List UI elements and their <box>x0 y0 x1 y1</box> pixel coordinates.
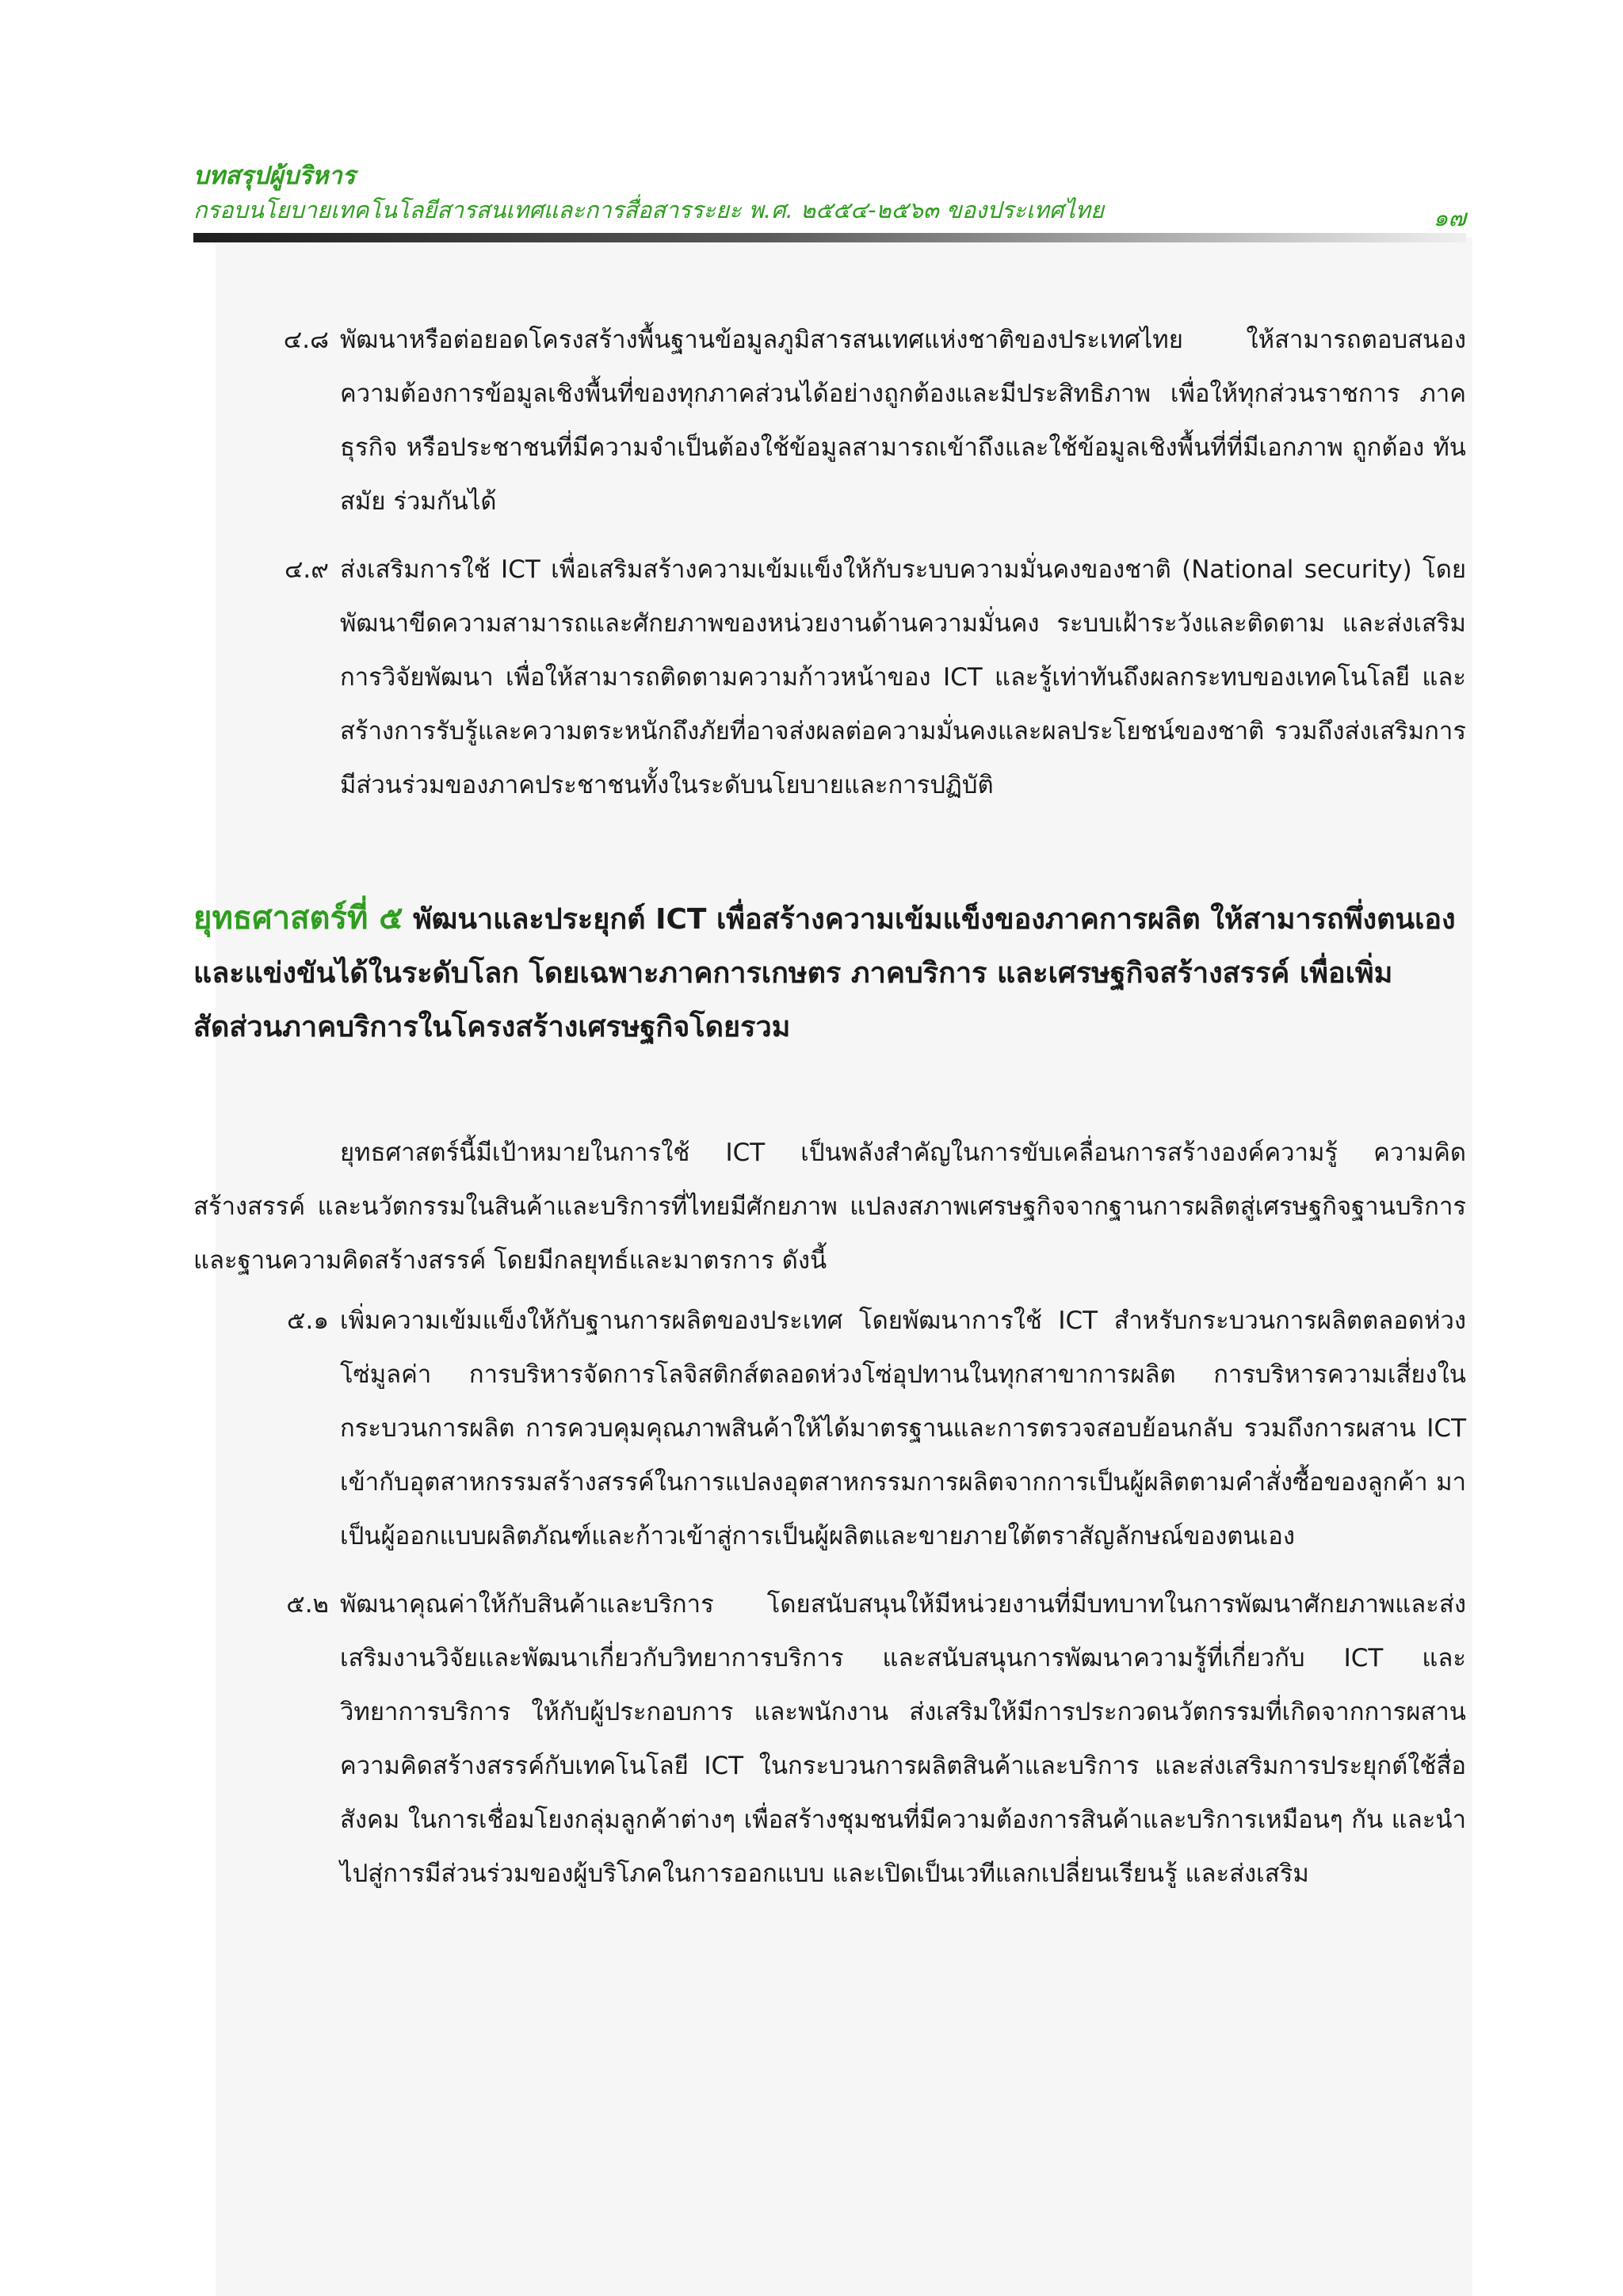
strategy-heading <box>193 891 1466 1055</box>
list-item-5-2 <box>193 1577 1466 1901</box>
intro-paragraph: ยุทธศาสตร์นี้มีเป้าหมายในการใช้ ICT เป็นพลังสำคัญในการขับเคลื่อนการสร้างองค์ความรู้ ความคิดสร้างสรรค์ และนวัตกรรมในสินค้าและบริการที่ไทยมีศักยภาพ แปลงสภาพเศรษฐกิจจากฐานการผลิตสู่เศรษฐกิจฐานบริการและฐานความคิดสร้างสรรค์ โดยมีกลยุทธ์และมาตรการ ดังนี้ <box>193 1138 1466 1275</box>
strategy-label: ยุทธศาสตร์ที่ ๕ <box>193 900 403 936</box>
item-text: ส่งเสริมการใช้ ICT เพื่อเสริมสร้างความเข้มแข็งให้กับระบบความมั่นคงของชาติ (National security) โดยพัฒนาขีดความสามารถและศักยภาพของหน่วยงานด้านความมั่นคง ระบบเฝ้าระวังและติดตาม และส่งเสริมการวิจัยพัฒนา เพื่อให้สามารถติดตามความก้าวหน้าของ ICT และรู้เท่าทันถึงผลกระทบของเทคโนโลยี และสร้างการรับรู้และความตระหนักถึงภัยที่อาจส่งผลต่อความมั่นคงและผลประโยชน์ของชาติ รวมถึงส่งเสริมการมีส่วนร่วมของภาคประชาชนทั้งในระดับนโยบายและการปฏิบัติ <box>340 555 1466 799</box>
page-number: ๑๗ <box>1433 204 1466 232</box>
list-item-5-1 <box>193 1294 1466 1563</box>
item-text: พัฒนาคุณค่าให้กับสินค้าและบริการ โดยสนับสนุนให้มีหน่วยงานที่มีบทบาทในการพัฒนาศักยภาพและส่งเสริมงานวิจัยและพัฒนาเกี่ยวกับวิทยาการบริการ และสนับสนุนการพัฒนาความรู้ที่เกี่ยวกับ ICT และวิทยาการบริการ ให้กับผู้ประกอบการ และพนักงาน ส่งเสริมให้มีการประกวดนวัตกรรมที่เกิดจากการผสานความคิดสร้างสรรค์กับเทคโนโลยี ICT ในกระบวนการผลิตสินค้าและบริการ และส่งเสริมการประยุกต์ใช้สื่อสังคม ในการเชื่อมโยงกลุ่มลูกค้าต่างๆ เพื่อสร้างชุมชนที่มีความต้องการสินค้าและบริการเหมือนๆ กัน และนำไปสู่การมีส่วนร่วมของผู้บริโภคในการออกแบบ และเปิดเป็นเวทีแลกเปลี่ยนเรียนรู้ และส่งเสริม <box>340 1590 1466 1888</box>
item-number: ๔.๘ <box>283 326 329 354</box>
item-text: พัฒนาหรือต่อยอดโครงสร้างพื้นฐานข้อมูลภูมิสารสนเทศแห่งชาติของประเทศไทย ให้สามารถตอบสนองความต้องการข้อมูลเชิงพื้นที่ของทุกภาคส่วนได้อย่างถูกต้องและมีประสิทธิภาพ เพื่อให้ทุกส่วนราชการ ภาคธุรกิจ หรือประชาชนที่มีความจำเป็นต้องใช้ข้อมูลสามารถเข้าถึงและใช้ข้อมูลเชิงพื้นที่ที่มีเอกภาพ ถูกต้อง ทันสมัย ร่วมกันได้ <box>340 326 1466 516</box>
item-text: เพิ่มความเข้มแข็งให้กับฐานการผลิตของประเทศ โดยพัฒนาการใช้ ICT สำหรับกระบวนการผลิตตลอดห่วงโซ่มูลค่า การบริหารจัดการโลจิสติกส์ตลอดห่วงโซ่อุปทานในทุกสาขาการผลิต การบริหารความเสี่ยงในกระบวนการผลิต การควบคุมคุณภาพสินค้าให้ได้มาตรฐานและการตรวจสอบย้อนกลับ รวมถึงการผสาน ICT เข้ากับอุตสาหกรรมสร้างสรรค์ในการแปลงอุตสาหกรรมการผลิตจากการเป็นผู้ผลิตตามคำสั่งซื้อของลูกค้า มาเป็นผู้ออกแบบผลิตภัณฑ์และก้าวเข้าสู่การเป็นผู้ผลิตและขายภายใต้ตราสัญลักษณ์ของตนเอง <box>340 1306 1466 1550</box>
page-header <box>193 158 1466 232</box>
header-title: บทสรุปผู้บริหาร <box>193 162 356 190</box>
document-body <box>193 313 1466 1915</box>
item-number: ๕.๒ <box>286 1590 329 1619</box>
header-subtitle: กรอบนโยบายเทคโนโลยีสารสนเทศและการสื่อสารระยะ พ.ศ. ๒๕๕๔-๒๕๖๓ ของประเทศไทย <box>193 196 1105 223</box>
list-item-4-8 <box>193 313 1466 528</box>
item-number: ๔.๙ <box>284 555 329 584</box>
header-divider <box>193 233 1466 242</box>
list-item-4-9 <box>193 543 1466 812</box>
item-number: ๕.๑ <box>287 1306 329 1335</box>
strategy-title: พัฒนาและประยุกต์ ICT เพื่อสร้างความเข้มแข็งของภาคการผลิต ให้สามารถพึ่งตนเองและแข่งขันได้ในระดับโลก โดยเฉพาะภาคการเกษตร ภาคบริการ และเศรษฐกิจสร้างสรรค์ เพื่อเพิ่มสัดส่วนภาคบริการในโครงสร้างเศรษฐกิจโดยรวม <box>193 903 1456 1043</box>
